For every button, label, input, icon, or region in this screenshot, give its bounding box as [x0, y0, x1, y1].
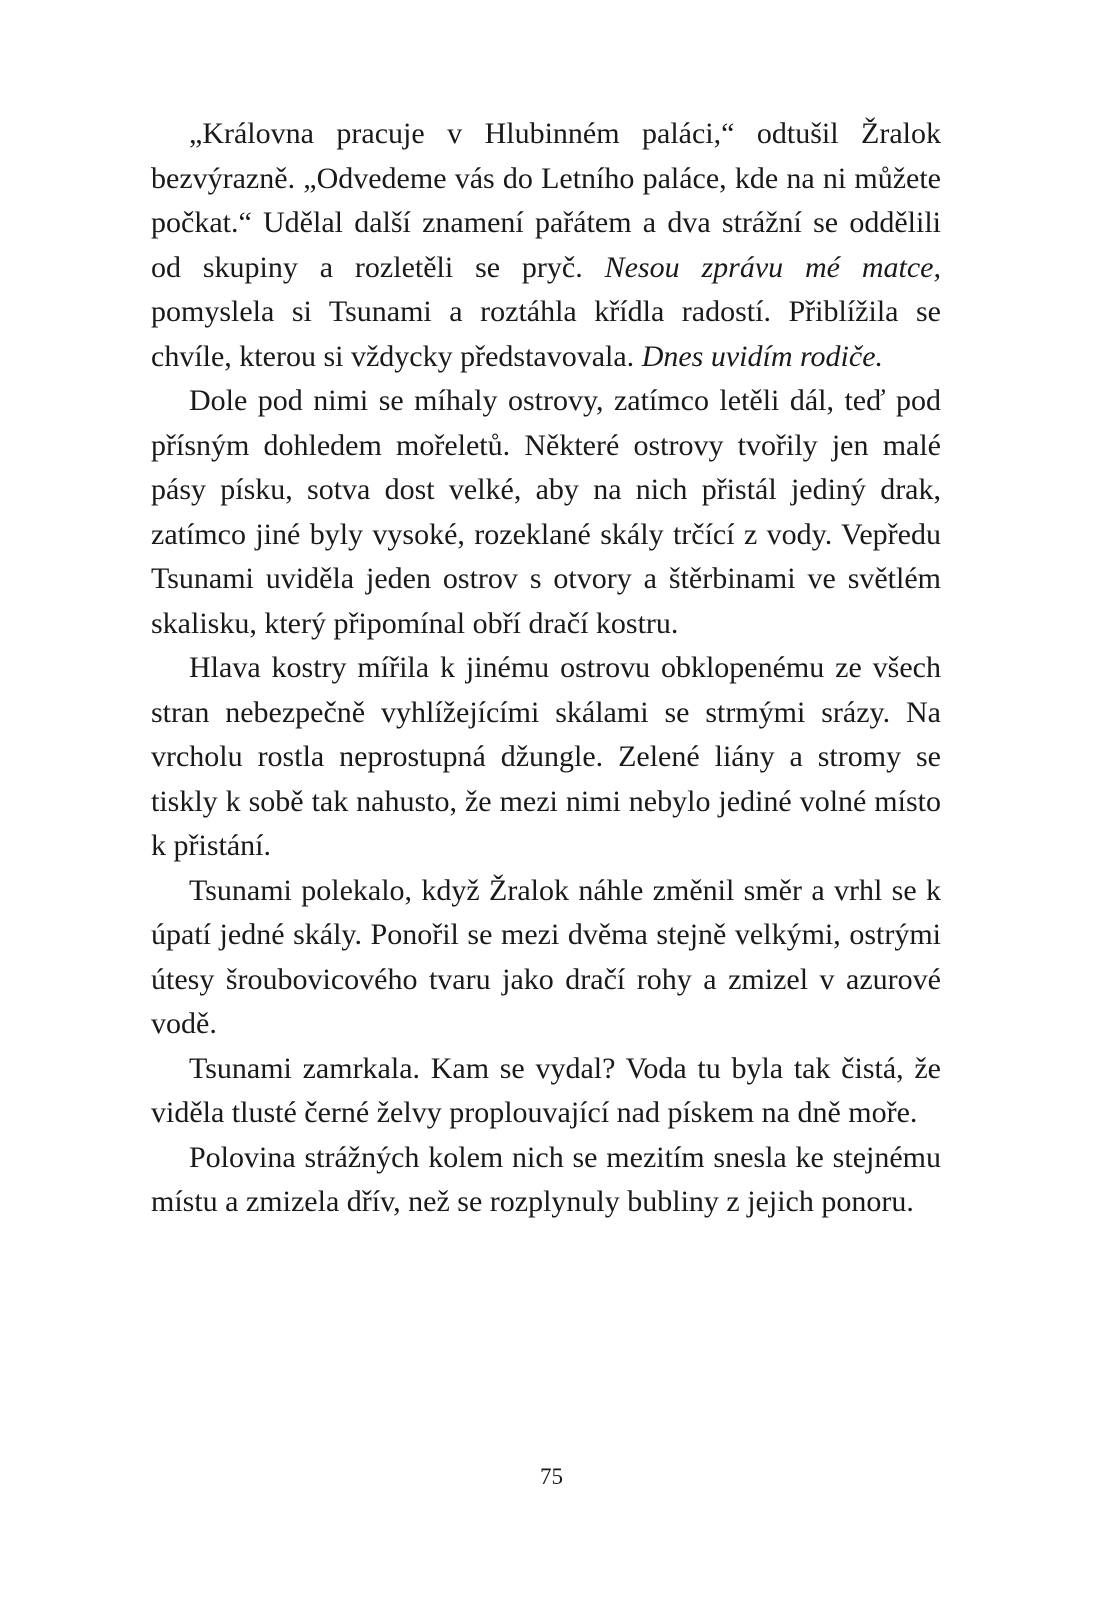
paragraph-5	[151, 1047, 941, 1136]
paragraph-1-italic-1: Nesou zprávu mé matce,	[604, 250, 941, 284]
paragraph-2	[151, 379, 941, 646]
paragraph-6	[151, 1136, 941, 1225]
paragraph-5-text: Tsunami zamrkala. Kam se vydal? Voda tu byla tak čistá, že viděla tlusté černé želvy proplouvající nad pískem na dně moře.	[151, 1051, 941, 1129]
paragraph-1-run-2: pomyslela si Tsunami a roztáhla křídla radostí. Přiblížila se chvíle, kterou si vždycky představovala.	[151, 295, 941, 373]
paragraph-2-text: Dole pod nimi se míhaly ostrovy, zatímco letěli dál, teď pod přísným dohledem mořeletů. Některé ostrovy tvořily jen malé pásy písku, sotva dost velké, aby na nich přistál jediný drak, zatímco jiné byly vysoké, rozeklané skály trčící z vody. Vepředu Tsunami uviděla jeden ostrov s otvory a štěrbinami ve světlém skalisku, který připomínal obří dračí kostru.	[151, 384, 941, 640]
paragraph-3	[151, 646, 941, 869]
paragraph-1-run-1: „Královna pracuje v Hlubinném paláci,“ odtušil Žralok bezvýrazně. „Odvedeme vás do Letního paláce, kde na ni můžete počkat.“ Udělal další znamení pařátem a dva strážní se oddělili od skupiny a rozletěli se pryč.	[151, 117, 941, 284]
paragraph-3-text: Hlava kostry mířila k jinému ostrovu obklopenému ze všech stran nebezpečně vyhlížejícími skálami se strmými srázy. Na vrcholu rostla neprostupná džungle. Zelené liány a stromy se tiskly k sobě tak nahusto, že mezi nimi nebylo jediné volné místo k přistání.	[151, 651, 941, 862]
paragraph-1-italic-2: Dnes uvidím rodiče.	[641, 339, 884, 373]
paragraph-6-text: Polovina strážných kolem nich se mezitím snesla ke stejnému místu a zmizela dřív, než se rozplynuly bubliny z jejich ponoru.	[151, 1140, 941, 1218]
page-body	[151, 112, 941, 1225]
paragraph-4	[151, 869, 941, 1047]
paragraph-1	[151, 112, 941, 379]
paragraph-4-text: Tsunami polekalo, když Žralok náhle změnil směr a vrhl se k úpatí jedné skály. Ponořil se mezi dvěma stejně velkými, ostrými útesy šroubovicového tvaru jako dračí rohy a zmizel v azurové vodě.	[151, 873, 941, 1040]
text-block	[151, 112, 941, 1225]
page-number: 75	[540, 1464, 563, 1489]
